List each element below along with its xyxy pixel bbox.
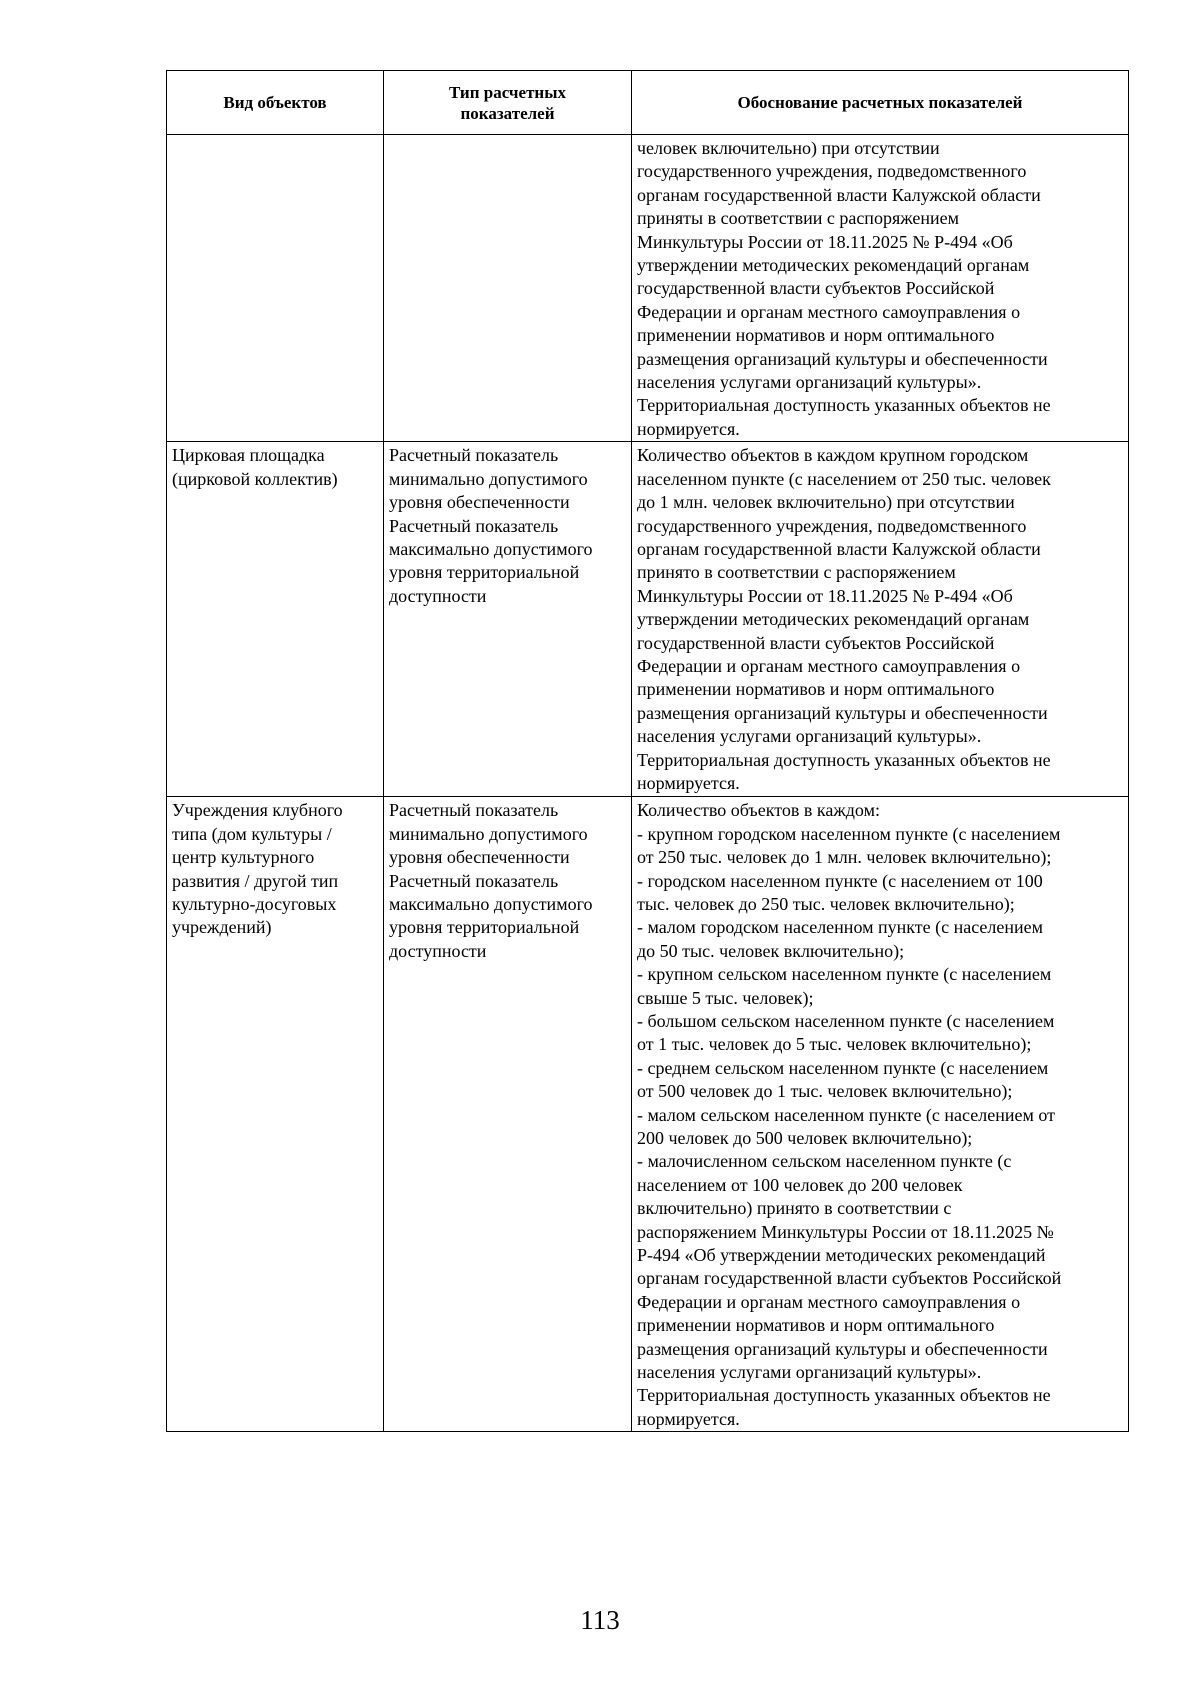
indicators-table <box>166 70 1129 1432</box>
cell-justification-text: Количество объектов в каждом: - крупном городском населенном пункте (с населением от 250 тыс. человек до 1 млн. человек включительно); - городском населенном пункте (с населением от 100 тыс. человек до 250 тыс. человек включительно); - малом городском населенном пункте (с населением до 50 тыс. человек включительно); - крупном сельском населенном пункте (с населением свыше 5 тыс. человек); - большом сельском населенном пункте (с населением от 1 тыс. человек до 5 тыс. человек включительно); - среднем сельском населенном пункте (с населением от 500 человек до 1 тыс. человек включительно); - малом сельском населенном пункте (с населением от 200 человек до 500 человек включительно); - малочисленном сельском населенном пункте (с населением от 100 человек до 200 человек включительно) принято в соответствии с распоряжением Минкультуры России от 18.11.2025 № Р-494 «Об утверждении методических рекомендаций органам государственной власти субъектов Российской Федерации и органам местного самоуправления о применении нормативов и норм оптимального размещения организаций культуры и обеспеченности населения услугами организаций культуры». Территориальная доступность указанных объектов не нормируется. <box>637 800 1062 1429</box>
header-object-type <box>167 71 384 135</box>
header-indicator-type <box>384 71 632 135</box>
header-justification <box>632 71 1129 135</box>
page-number: 113 <box>580 1605 620 1635</box>
table-header-row <box>167 71 1129 135</box>
cell-type-text: Расчетный показатель минимально допустимого уровня обеспеченности Расчетный показатель максимально допустимого уровня территориальной доступности <box>389 445 593 606</box>
cell-type <box>384 442 632 797</box>
cell-object <box>167 135 384 442</box>
cell-object-text: Цирковая площадка (цирковой коллектив) <box>172 445 338 489</box>
cell-object-text: Учреждения клубного типа (дом культуры / центр культурного развития / другой тип культурно-досуговых учреждений) <box>172 800 343 938</box>
table-row <box>167 135 1129 442</box>
cell-type <box>384 135 632 442</box>
cell-justification-text: Количество объектов в каждом крупном городском населенном пункте (с населением от 250 тыс. человек до 1 млн. человек включительно) при отсутствии государственного учреждения, подведомственного органам государственной власти Калужской области принято в соответствии с распоряжением Минкультуры России от 18.11.2025 № Р-494 «Об утверждении методических рекомендаций органам государственной власти субъектов Российской Федерации и органам местного самоуправления о применении нормативов и норм оптимального размещения организаций культуры и обеспеченности населения услугами организаций культуры». Территориальная доступность указанных объектов не нормируется. <box>637 445 1051 793</box>
cell-object <box>167 442 384 797</box>
table-row <box>167 797 1129 1432</box>
cell-justification <box>632 797 1129 1432</box>
cell-justification <box>632 442 1129 797</box>
cell-justification <box>632 135 1129 442</box>
header-justification-label: Обоснование расчетных показателей <box>737 93 1023 112</box>
header-object-type-label: Вид объектов <box>223 93 327 112</box>
cell-object <box>167 797 384 1432</box>
cell-type <box>384 797 632 1432</box>
cell-justification-text: человек включительно) при отсутствии государственного учреждения, подведомственного органам государственной власти Калужской области приняты в соответствии с распоряжением Минкультуры России от 18.11.2025 № Р-494 «Об утверждении методических рекомендаций органам государственной власти субъектов Российской Федерации и органам местного самоуправления о применении нормативов и норм оптимального размещения организаций культуры и обеспеченности населения услугами организаций культуры». Территориальная доступность указанных объектов не нормируется. <box>637 138 1051 439</box>
table-row <box>167 442 1129 797</box>
cell-type-text: Расчетный показатель минимально допустимого уровня обеспеченности Расчетный показатель максимально допустимого уровня территориальной доступности <box>389 800 593 961</box>
header-indicator-type-label: Тип расчетных показателей <box>449 82 566 123</box>
